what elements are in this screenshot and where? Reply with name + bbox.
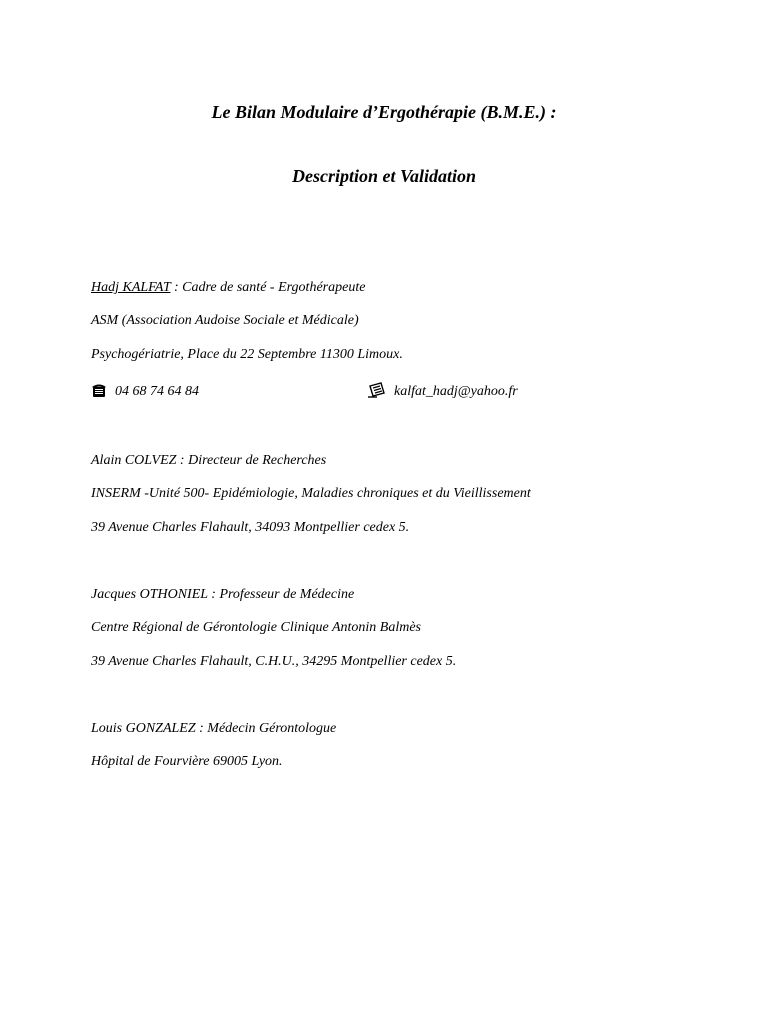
author-2-address: 39 Avenue Charles Flahault, 34093 Montpellier cedex 5.	[91, 520, 410, 535]
author-1-phone-line	[91, 382, 199, 403]
author-3-header: Jacques OTHONIEL : Professeur de Médecine	[91, 587, 355, 602]
author-1-address: Psychogériatrie, Place du 22 Septembre 11300 Limoux.	[91, 347, 403, 362]
author-2-header: Alain COLVEZ : Directeur de Recherches	[91, 453, 327, 468]
author-1-header	[91, 280, 365, 296]
document-title: Le Bilan Modulaire d’Ergothérapie (B.M.E.) :	[211, 102, 557, 122]
author-1-email: kalfat_hadj@yahoo.fr	[394, 384, 518, 399]
document-subtitle: Description et Validation	[291, 166, 477, 186]
author-3-address: 39 Avenue Charles Flahault, C.H.U., 34295 Montpellier cedex 5.	[91, 654, 457, 669]
author-1-name: Hadj KALFAT	[91, 280, 171, 295]
author-4-header: Louis GONZALEZ : Médecin Gérontologue	[91, 721, 337, 736]
letter-icon	[368, 382, 386, 403]
author-1-phone: 04 68 74 64 84	[115, 384, 199, 399]
author-1-email-line	[368, 382, 518, 403]
author-2-institution: INSERM -Unité 500- Epidémiologie, Maladies chroniques et du Vieillissement	[91, 486, 531, 501]
author-1-role: : Cadre de santé - Ergothérapeute	[170, 280, 366, 295]
author-4-address: Hôpital de Fourvière 69005 Lyon.	[91, 754, 283, 769]
telephone-icon	[91, 382, 107, 403]
author-3-institution: Centre Régional de Gérontologie Clinique Antonin Balmès	[91, 620, 421, 635]
author-1-institution: ASM (Association Audoise Sociale et Médicale)	[91, 313, 359, 328]
